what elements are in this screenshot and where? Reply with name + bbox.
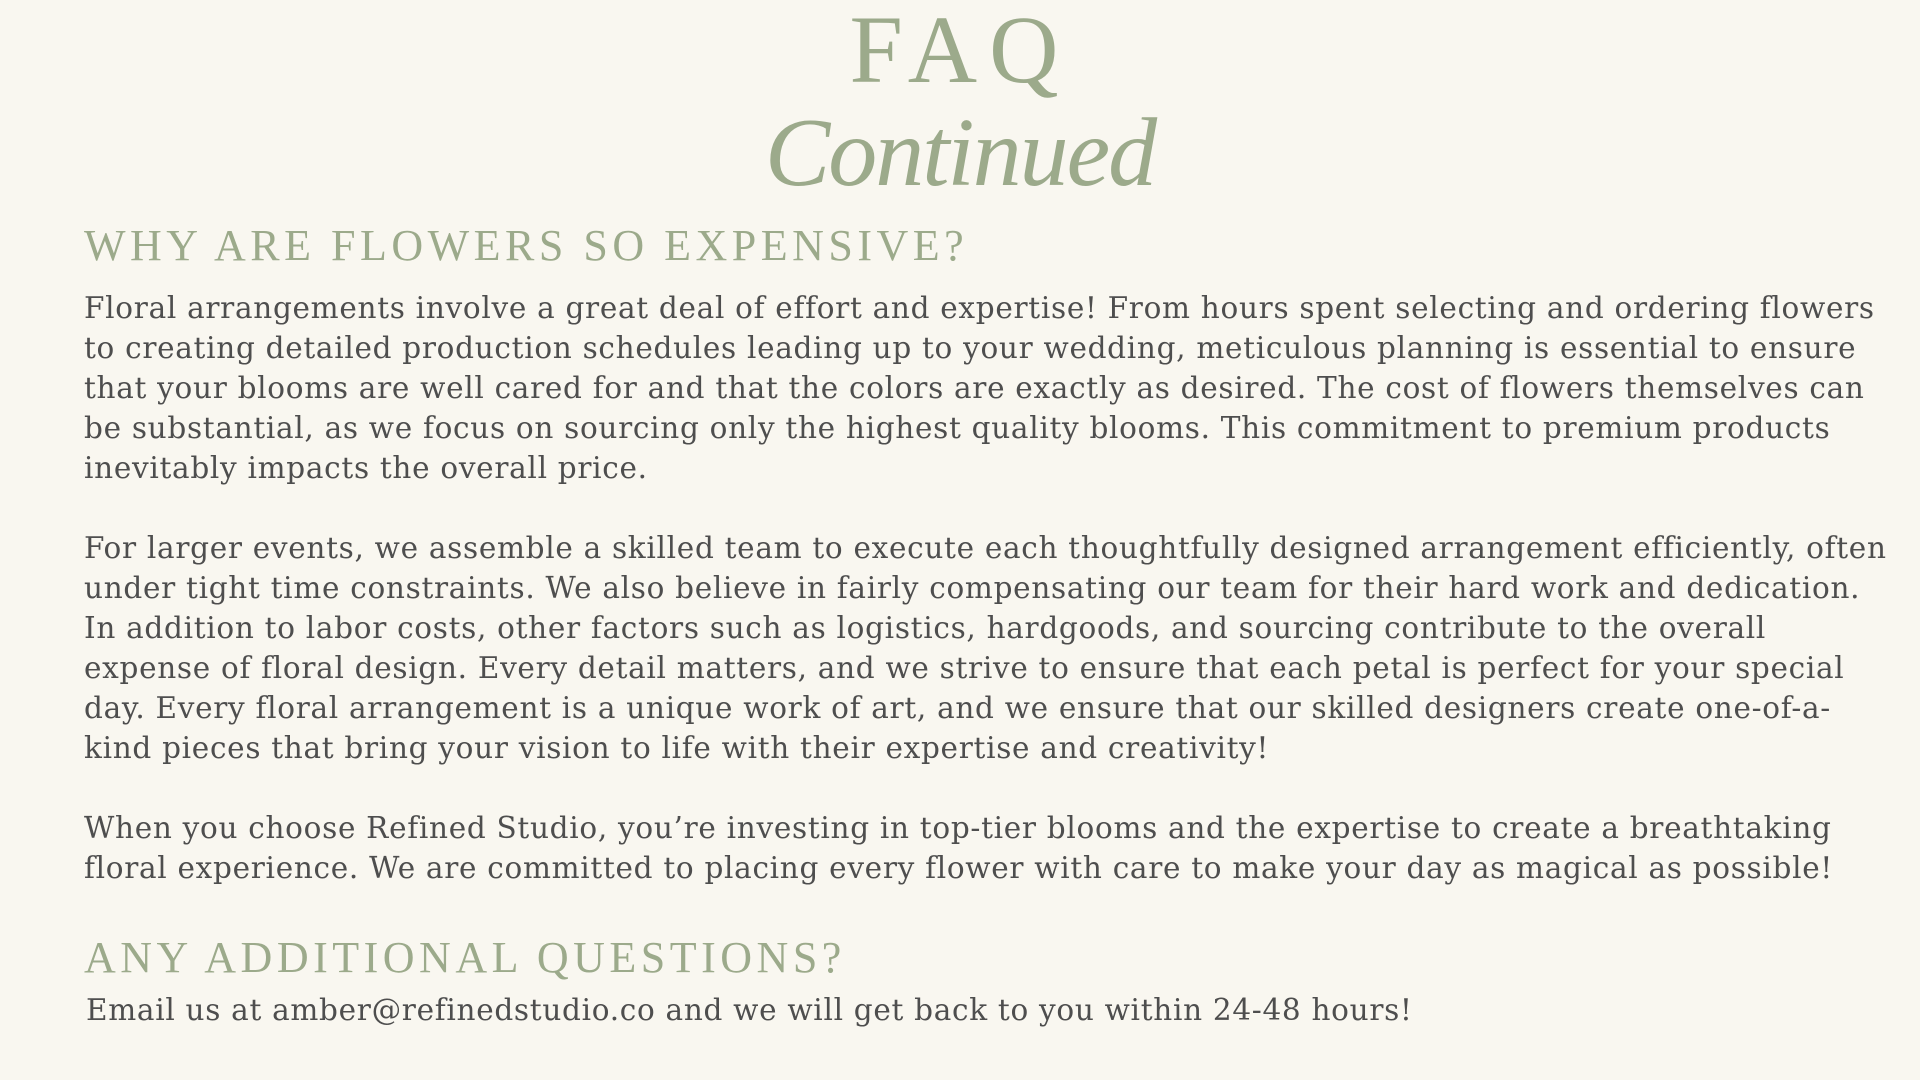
paragraph-line: Floral arrangements involve a great deal of effort and expertise! From hours spent selecting and ordering flowers bbox=[84, 291, 1875, 325]
page-title: FAQ bbox=[849, 0, 1071, 103]
paragraph-line: day. Every floral arrangement is a unique work of art, and we ensure that our skilled designers create one-of-a- bbox=[84, 691, 1831, 725]
contact-text: Email us at amber@refinedstudio.co and we will get back to you within 24-48 hours! bbox=[86, 993, 1413, 1027]
paragraph-line: In addition to labor costs, other factors such as logistics, hardgoods, and sourcing contribute to the overall bbox=[84, 611, 1767, 645]
paragraph-line: be substantial, as we focus on sourcing only the highest quality blooms. This commitment to premium products bbox=[84, 411, 1831, 445]
page-subtitle: Continued bbox=[764, 99, 1156, 207]
paragraph-line: under tight time constraints. We also believe in fairly compensating our team for their hard work and dedication. bbox=[84, 571, 1861, 605]
paragraph-line: that your blooms are well cared for and that the colors are exactly as desired. The cost of flowers themselves can bbox=[84, 371, 1865, 405]
faq-content bbox=[84, 218, 1887, 1030]
answer-paragraph-2 bbox=[84, 528, 1887, 768]
paragraph-line: inevitably impacts the overall price. bbox=[84, 451, 648, 485]
section-heading-why-expensive: WHY ARE FLOWERS SO EXPENSIVE? bbox=[84, 221, 969, 270]
paragraph-line: kind pieces that bring your vision to life with their expertise and creativity! bbox=[84, 731, 1270, 765]
answer-paragraph-1 bbox=[84, 288, 1884, 488]
paragraph-line: When you choose Refined Studio, you’re investing in top-tier blooms and the expertise to create a breathtaking bbox=[84, 811, 1832, 845]
paragraph-line: For larger events, we assemble a skilled team to execute each thoughtfully designed arrangement efficiently, often bbox=[84, 531, 1887, 565]
paragraph-line: to creating detailed production schedules leading up to your wedding, meticulous planning is essential to ensure bbox=[84, 331, 1857, 365]
paragraph-line: expense of floral design. Every detail matters, and we strive to ensure that each petal is perfect for your special bbox=[84, 651, 1845, 685]
answer-paragraph-3 bbox=[84, 808, 1884, 888]
paragraph-line: floral experience. We are committed to placing every flower with care to make your day as magical as possible! bbox=[84, 851, 1833, 885]
section-heading-additional-questions: ANY ADDITIONAL QUESTIONS? bbox=[84, 933, 846, 982]
